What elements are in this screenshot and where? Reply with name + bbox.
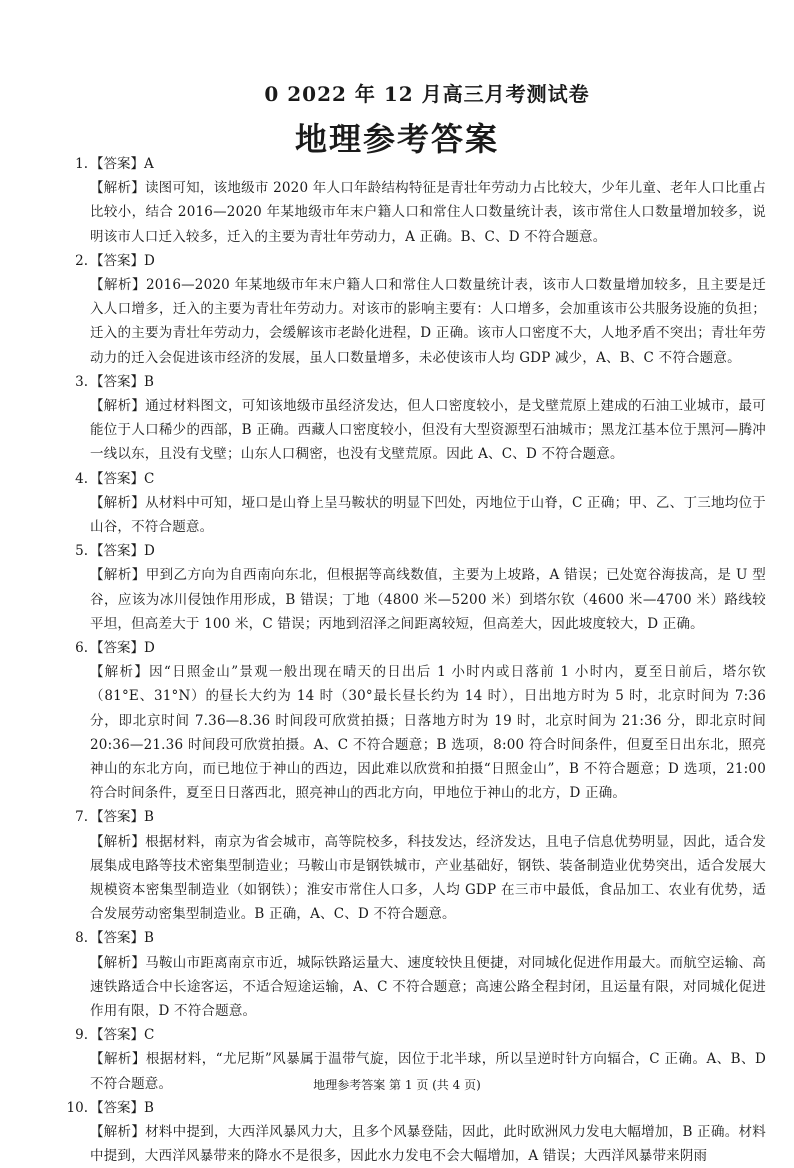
question-item bbox=[56, 467, 766, 540]
answer-line bbox=[56, 636, 766, 660]
answer-line bbox=[56, 539, 766, 563]
question-number: 4. bbox=[75, 470, 88, 487]
answer-text: 【答案】A bbox=[90, 156, 154, 172]
question-item bbox=[56, 539, 766, 636]
question-item bbox=[56, 152, 766, 249]
question-item bbox=[56, 805, 766, 926]
exam-title: 0 2022 年 12 月高三月考测试卷 bbox=[264, 82, 590, 106]
question-item bbox=[56, 370, 766, 467]
question-item bbox=[56, 249, 766, 370]
answer-line bbox=[56, 467, 766, 491]
question-number: 10. bbox=[66, 1099, 88, 1116]
explanation-text: 【解析】2016—2020 年某地级市年末户籍人口和常住人口数量统计表，该市人口数量增加较多，且主要是迁入人口增多，迁入的主要为青壮年劳动力。对该市的影响主要有：人口增多，会加重该市公共服务设施的负担；迁入的主要为青壮年劳动力，会缓解该市老龄化进程，D 正确。该市人口密度不大，人地矛盾不突出；青壮年劳动力的迁入会促进该市经济的发展，虽人口数量增多，未必使该市人均 GDP 减少，A、B、C 不符合题意。 bbox=[90, 276, 766, 366]
page-title: 地理参考答案 bbox=[294, 120, 499, 158]
answer-line bbox=[56, 1023, 766, 1047]
answer-text: 【答案】B bbox=[90, 930, 154, 947]
question-number: 7. bbox=[75, 809, 88, 826]
explanation-text: 【解析】从材料中可知，垭口是山脊上呈马鞍状的明显下凹处，丙地位于山脊，C 正确；甲、乙、丁三地均位于山谷，不符合题意。 bbox=[90, 494, 766, 535]
answer-text: 【答案】B bbox=[90, 809, 154, 826]
answer-text: 【答案】B bbox=[90, 373, 154, 390]
explanation-text: 【解析】因“日照金山”景观一般出现在晴天的日出后 1 小时内或日落前 1 小时内，夏至日前后，塔尔钦（81°E、31°N）的昼长大约为 14 时（30°最长昼长约为 14 时），日出地方时为 5 时，北京时间为 7:36 分，即北京时间 7.36—8.36 时间段可欣赏拍摄；日落地方时为 19 时，北京时间为 21:36 分，即北京时间 20:36—21.36 时间段可欣赏拍摄。A、C 不符合题意；B 选项，8:00 符合时间条件，但夏至日出东北，照亮神山的东北方向，而已地位于神山的西边，因此难以欣赏和拍摄“日照金山”，B 不符合题意；D 选项，21:00 符合时间条件，夏至日日落西北，照亮神山的西北方向，甲地位于神山的北方，D 正确。 bbox=[90, 664, 766, 802]
answer-text: 【答案】D bbox=[90, 252, 155, 269]
explanation-text: 【解析】根据材料，“尤尼斯”风暴属于温带气旋，因位于北半球，所以呈逆时针方向辐合，C 正确。A、B、D 不符合题意。 bbox=[90, 1051, 766, 1092]
answer-text: 【答案】C bbox=[90, 470, 155, 487]
question-list bbox=[56, 152, 766, 1168]
question-number: 1. bbox=[75, 156, 88, 172]
question-number: 8. bbox=[75, 930, 88, 947]
answer-line bbox=[56, 926, 766, 950]
question-number: 6. bbox=[75, 639, 88, 656]
answer-text: 【答案】B bbox=[90, 1099, 154, 1116]
answer-line bbox=[56, 249, 766, 273]
answer-line bbox=[56, 1096, 766, 1120]
explanation-text: 【解析】通过材料图文，可知该地级市虽经济发达，但人口密度较小，是戈壁荒原上建成的石油工业城市，最可能位于人口稀少的西部，B 正确。西藏人口密度较小，但没有大型资源型石油城市；黑龙江基本位于黑河—腾冲一线以东，且没有戈壁；山东人口稠密，也没有戈壁荒原。因此 A、C、D 不符合题意。 bbox=[90, 397, 766, 463]
answer-text: 【答案】D bbox=[90, 543, 155, 560]
page-footer: 地理参考答案 第 1 页 (共 4 页) bbox=[313, 1078, 481, 1092]
question-number: 9. bbox=[75, 1027, 88, 1044]
question-item bbox=[56, 1096, 766, 1168]
explanation-text: 【解析】读图可知，该地级市 2020 年人口年龄结构特征是青壮年劳动力占比较大，少年儿童、老年人口比重占比较小，结合 2016—2020 年某地级市年末户籍人口和常住人口数量统计表，该市常住人口数量增加较多，说明该市人口迁入较多，迁入的主要为青壮年劳动力，A 正确。B、C、D 不符合题意。 bbox=[90, 180, 766, 245]
question-item bbox=[56, 926, 766, 1023]
question-number: 3. bbox=[75, 373, 88, 390]
answer-text: 【答案】D bbox=[90, 639, 155, 656]
answer-line bbox=[56, 152, 766, 176]
explanation-text: 【解析】马鞍山市距离南京市近，城际铁路运量大、速度较快且便捷，对同城化促进作用最大。而航空运输、高速铁路适合中长途客运，不适合短途运输，A、C 不符合题意；高速公路全程封闭，且运量有限，对同城化促进作用有限，D 不符合题意。 bbox=[90, 954, 766, 1019]
answer-text: 【答案】C bbox=[90, 1027, 155, 1044]
answer-line bbox=[56, 370, 766, 394]
question-number: 2. bbox=[75, 252, 88, 269]
answer-line bbox=[56, 805, 766, 829]
question-item bbox=[56, 636, 766, 805]
explanation-text: 【解析】甲到乙方向为自西南向东北，但根据等高线数值，主要为上坡路，A 错误；已处宽谷海拔高，是 U 型谷，应该为冰川侵蚀作用形成，B 错误；丁地（4800 米—5200 米）到塔尔钦（4600 米—4700 米）路线较平坦，但高差大于 100 米，C 错误；丙地到沼泽之间距离较短，但高差大，因此坡度较大，D 正确。 bbox=[90, 567, 766, 632]
explanation-text: 【解析】根据材料，南京为省会城市，高等院校多，科技发达，经济发达，且电子信息优势明显，因此，适合发展集成电路等技术密集型制造业；马鞍山市是钢铁城市，产业基础好，钢铁、装备制造业优势突出，适合发展大规模资本密集型制造业（如钢铁）；淮安市常住人口多，人均 GDP 在三市中最低，食品加工、农业有优势，适合发展劳动密集型制造业。B 正确，A、C、D 不符合题意。 bbox=[90, 833, 766, 923]
explanation-text: 【解析】材料中提到，大西洋风暴风力大，且多个风暴登陆，因此，此时欧洲风力发电大幅增加，B 正确。材料中提到，大西洋风暴带来的降水不是很多，因此水力发电不会大幅增加，A 错误；大西洋风暴带来阴雨 bbox=[90, 1123, 766, 1165]
question-number: 5. bbox=[75, 543, 88, 560]
